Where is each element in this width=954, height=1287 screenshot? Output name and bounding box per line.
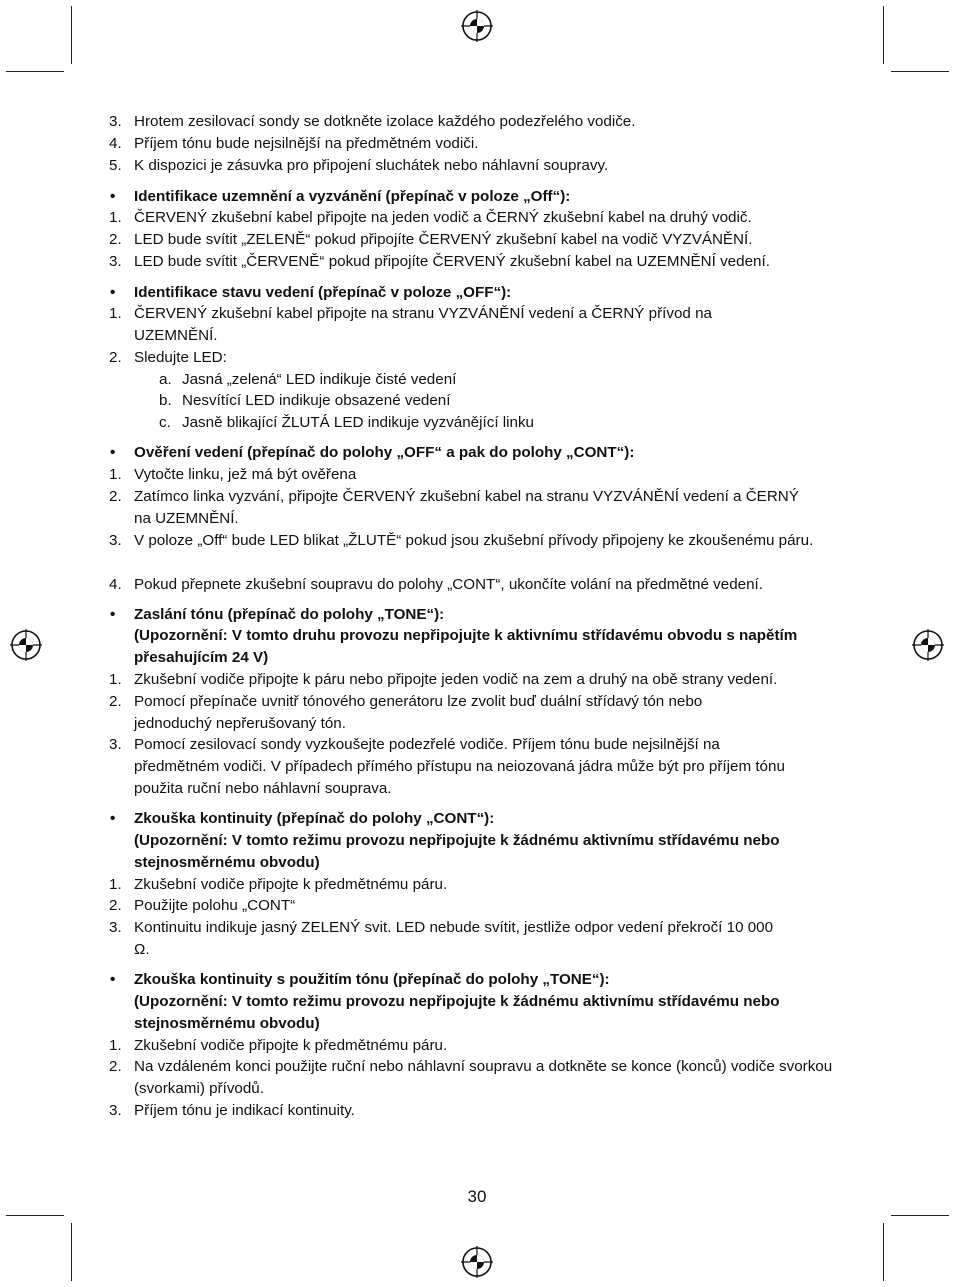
registration-mark-icon [461,1246,493,1278]
list-item: 3. V poloze „Off“ bude LED blikat „ŽLUTĚ“ pokud jsou zkušební přívody připojeny ke zkoušenému páru. [109,532,814,549]
list-text: K dispozici je zásuvka pro připojení sluchátek nebo náhlavní soupravy. [134,157,609,174]
list-item: 1. Zkušební vodiče připojte k páru nebo připojte jeden vodič na zem a druhý na obě strany vedení. [109,671,778,688]
crop-mark [883,1223,884,1281]
crop-mark [71,1223,72,1281]
section-heading: • Identifikace uzemnění a vyzvánění (přepínač v poloze „Off“): [134,186,854,208]
registration-mark-icon [10,629,42,661]
crop-mark [6,71,64,72]
list-item: 2. Pomocí přepínače uvnitř tónového generátoru lze zvolit buď duální střídavý tón nebo jednoduchý nepřerušovaný tón. [109,693,703,732]
section-warning: (Upozornění: V tomto režimu provozu nepřipojujte k žádnému aktivnímu střídavému nebo stejnosměrnému obvodu) [134,832,780,871]
registration-mark-icon [461,10,493,42]
list-number: 5. [109,157,122,174]
bullet: • [110,284,116,301]
sub-list-item: b. Nesvítící LED indikuje obsazené vedení [159,392,451,409]
section-heading: • Zkouška kontinuity s použitím tónu (přepínač do polohy „TONE“): [134,969,854,991]
section-heading: • Zkouška kontinuity (přepínač do polohy „CONT“): [134,808,854,830]
list-item: 1. Vytočte linku, jež má být ověřena [109,466,357,483]
page-number: 30 [467,1187,487,1206]
list-item: 2. Zatímco linka vyzvání, připojte ČERVENÝ zkušební kabel na stranu VYZVÁNĚNÍ vedení a ČERNÝ na UZEMNĚNÍ. [109,488,799,527]
list-text: Příjem tónu bude nejsilnější na předmětném vodiči. [134,135,479,152]
list-number: 3. [109,113,122,130]
bullet: • [110,188,116,205]
section-warning: (Upozornění: V tomto druhu provozu nepřipojujte k aktivnímu střídavému obvodu s napětím přesahujícím 24 V) [134,627,798,666]
bullet: • [110,606,116,623]
list-item: 1. ČERVENÝ zkušební kabel připojte na jeden vodič a ČERNÝ zkušební kabel na druhý vodič. [109,209,752,226]
list-item [109,155,854,177]
section-warning: (Upozornění: V tomto režimu provozu nepřipojujte k žádnému aktivnímu střídavému nebo stejnosměrnému obvodu) [134,993,780,1032]
list-item: 4. Pokud přepnete zkušební soupravu do polohy „CONT“, ukončíte volání na předmětné vedení. [109,576,763,593]
crop-mark [891,1215,949,1216]
list-item [109,133,854,155]
section-heading: • Zaslání tónu (přepínač do polohy „TONE“): [134,604,854,626]
section-heading: • Ověření vedení (přepínač do polohy „OFF“ a pak do polohy „CONT“): [134,442,854,464]
list-item: 3. Pomocí zesilovací sondy vyzkoušejte podezřelé vodiče. Příjem tónu bude nejsilnější na předmětném vodiči. V případech přímého přístupu na neiozovaná jádra může být pro příjem tónu použita ruční nebo náhlavní souprava. [109,736,785,797]
bullet: • [110,810,116,827]
list-text: Hrotem zesilovací sondy se dotkněte izolace každého podezřelého vodiče. [134,113,636,130]
list-item [109,111,854,133]
sub-list-item: a. Jasná „zelená“ LED indikuje čisté vedení [159,371,457,388]
sub-list-item: c. Jasně blikající ŽLUTÁ LED indikuje vyzvánějící linku [159,414,534,431]
list-item: 3. Kontinuitu indikuje jasný ZELENÝ svit. LED nebude svítit, jestliže odpor vedení překročí 10 000 Ω. [109,919,774,958]
list-item: 2. Sledujte LED: [109,349,227,366]
list-number: 4. [109,135,122,152]
list-item: 2. LED bude svítit „ZELENĚ“ pokud připojíte ČERVENÝ zkušební kabel na vodič VYZVÁNĚNÍ. [109,231,753,248]
list-item: 1. Zkušební vodiče připojte k předmětnému páru. [109,1037,448,1054]
list-item: 3. LED bude svítit „ČERVENĚ“ pokud připojíte ČERVENÝ zkušební kabel na UZEMNĚNÍ vedení. [109,253,770,270]
list-item: 3. Příjem tónu je indikací kontinuity. [109,1102,355,1119]
list-item: 1. ČERVENÝ zkušební kabel připojte na stranu VYZVÁNĚNÍ vedení a ČERNÝ přívod na UZEMNĚNÍ. [109,305,712,344]
bullet: • [110,971,116,988]
registration-mark-icon [912,629,944,661]
crop-mark [6,1215,64,1216]
list-item: 2. Použijte polohu „CONT“ [109,897,296,914]
list-item: 2. Na vzdáleném konci použijte ruční nebo náhlavní soupravu a dotkněte se konce (konců) vodiče svorkou (svorkami) přívodů. [109,1058,833,1097]
crop-mark [71,6,72,64]
list-item: 1. Zkušební vodiče připojte k předmětnému páru. [109,876,448,893]
bullet: • [110,444,116,461]
crop-mark [891,71,949,72]
section-heading: • Identifikace stavu vedení (přepínač v poloze „OFF“): [134,282,854,304]
crop-mark [883,6,884,64]
